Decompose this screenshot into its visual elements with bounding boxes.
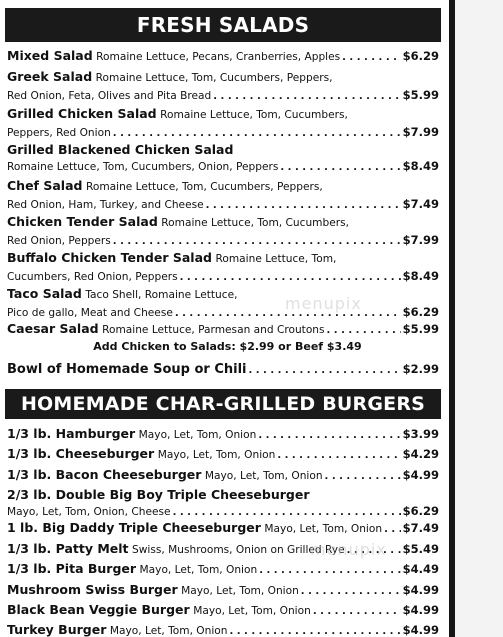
item-price: $5.49: [402, 542, 439, 556]
watermark: menupix: [310, 540, 387, 559]
item-price: $4.49: [402, 562, 439, 576]
item-desc: Swiss, Mushrooms, Onion on Grilled Rye: [132, 544, 345, 556]
menu-item: [7, 519, 439, 538]
item-desc-cont: Pico de gallo, Meat and Cheese: [7, 307, 173, 319]
item-desc: Mayo, Let, Tom, Onion: [264, 523, 383, 535]
item-price: $8.49: [402, 269, 439, 283]
item-desc: Mayo, Let, Tom, Onion: [157, 449, 276, 461]
menu-item: [7, 486, 439, 521]
item-desc: Mayo, Let, Tom, Onion: [138, 429, 257, 441]
soup-item: [7, 361, 439, 379]
menu-item: [7, 581, 439, 600]
item-desc: Mayo, Let, Tom, Onion: [204, 470, 323, 482]
item-price: $4.99: [402, 623, 439, 637]
item-name: Mixed Salad: [7, 48, 93, 63]
add-protein-note: Add Chicken to Salads: $2.99 or Beef $3.49: [93, 340, 362, 353]
section-title-burgers: HOMEMADE CHAR-GRILLED BURGERS: [20, 393, 426, 415]
menu-item: [7, 249, 439, 286]
section-header-burgers: [5, 389, 441, 419]
menu-item: [7, 47, 439, 66]
menu-item: [7, 560, 439, 579]
item-price: $6.29: [402, 504, 439, 518]
item-desc-cont: Red Onion, Ham, Turkey, and Cheese: [7, 199, 204, 211]
item-price: $6.29: [402, 305, 439, 319]
item-desc: Romaine Lettuce, Tom, Cucumbers, Peppers,: [95, 72, 333, 84]
item-desc: Mayo, Let, Tom, Onion: [109, 625, 228, 637]
watermark: menupix: [285, 294, 362, 313]
menu-item: [7, 621, 439, 637]
menu-item: [7, 601, 439, 620]
menu-item: [7, 425, 439, 444]
section-header-salads: [5, 8, 441, 42]
item-desc: Mayo, Let, Tom, Onion: [193, 605, 311, 617]
item-desc-cont: Romaine Lettuce, Tom, Cucumbers, Onion, Peppers: [7, 161, 279, 173]
item-price: $4.99: [402, 603, 439, 617]
item-desc: Romaine Lettuce, Tom, Cucumbers, Peppers,: [85, 181, 323, 193]
item-desc: Romaine Lettuce, Pecans, Cranberries, Apples: [96, 51, 341, 63]
item-name: Turkey Burger: [7, 622, 107, 637]
item-name: Mushroom Swiss Burger: [7, 582, 178, 597]
item-name: 1 lb. Big Daddy Triple Cheeseburger: [7, 520, 261, 535]
item-name: Grilled Blackened Chicken Salad: [7, 142, 234, 157]
item-desc: Romaine Lettuce, Tom, Cucumbers,: [161, 217, 349, 229]
item-desc: Mayo, Let, Tom, Onion: [139, 564, 258, 576]
item-desc: Taco Shell, Romaine Lettuce,: [85, 289, 238, 301]
item-name: Grilled Chicken Salad: [7, 106, 157, 121]
item-price: $2.99: [402, 362, 439, 376]
menu-item: [7, 68, 439, 105]
item-name: Black Bean Veggie Burger: [7, 602, 190, 617]
item-price: $4.29: [402, 447, 439, 461]
item-price: $5.99: [402, 88, 439, 102]
item-name: Caesar Salad: [7, 321, 99, 336]
item-name: Greek Salad: [7, 69, 93, 84]
menu-item: [7, 445, 439, 464]
item-desc: Romaine Lettuce, Parmesan and Croutons: [102, 324, 325, 336]
menu-item: [7, 285, 439, 322]
item-price: $7.99: [402, 125, 439, 139]
item-desc-cont: Mayo, Let, Tom, Onion, Cheese: [7, 506, 171, 518]
item-desc-cont: Red Onion, Feta, Olives and Pita Bread: [7, 90, 212, 102]
item-price: $4.99: [402, 468, 439, 482]
item-name: 1/3 lb. Pita Burger: [7, 561, 137, 576]
item-name: 1/3 lb. Hamburger: [7, 426, 136, 441]
item-desc: Mayo, Let, Tom, Onion: [181, 585, 299, 597]
item-price: $4.99: [402, 583, 439, 597]
item-desc-cont: Red Onion, Peppers: [7, 235, 111, 247]
page-border: [449, 0, 455, 637]
menu-item: [7, 105, 439, 142]
item-price: $6.29: [402, 49, 439, 63]
menu-item: [7, 213, 439, 250]
item-price: $7.99: [402, 233, 439, 247]
menu-item: [7, 320, 439, 339]
item-price: $8.49: [402, 159, 439, 173]
item-price: $5.99: [402, 322, 439, 336]
item-name: Taco Salad: [7, 286, 82, 301]
item-price: $3.99: [402, 427, 439, 441]
item-name: Buffalo Chicken Tender Salad: [7, 250, 212, 265]
item-name: 2/3 lb. Double Big Boy Triple Cheeseburger: [7, 487, 310, 502]
item-name: 1/3 lb. Bacon Cheeseburger: [7, 467, 202, 482]
item-desc: Romaine Lettuce, Tom, Cucumbers,: [160, 109, 348, 121]
item-name: Chef Salad: [7, 178, 83, 193]
item-name: 1/3 lb. Patty Melt: [7, 541, 129, 556]
item-name: Bowl of Homemade Soup or Chili: [7, 362, 247, 377]
menu-item: [7, 141, 439, 176]
item-price: $7.49: [402, 197, 439, 211]
item-desc-cont: Cucumbers, Red Onion, Peppers: [7, 271, 178, 283]
item-desc-cont: Peppers, Red Onion: [7, 127, 111, 139]
menu-item: [7, 177, 439, 214]
menu-item: [7, 466, 439, 485]
item-name: Chicken Tender Salad: [7, 214, 158, 229]
item-price: $7.49: [402, 521, 439, 535]
item-name: 1/3 lb. Cheeseburger: [7, 446, 155, 461]
section-title-salads: FRESH SALADS: [136, 13, 310, 37]
item-desc: Romaine Lettuce, Tom,: [215, 253, 337, 265]
